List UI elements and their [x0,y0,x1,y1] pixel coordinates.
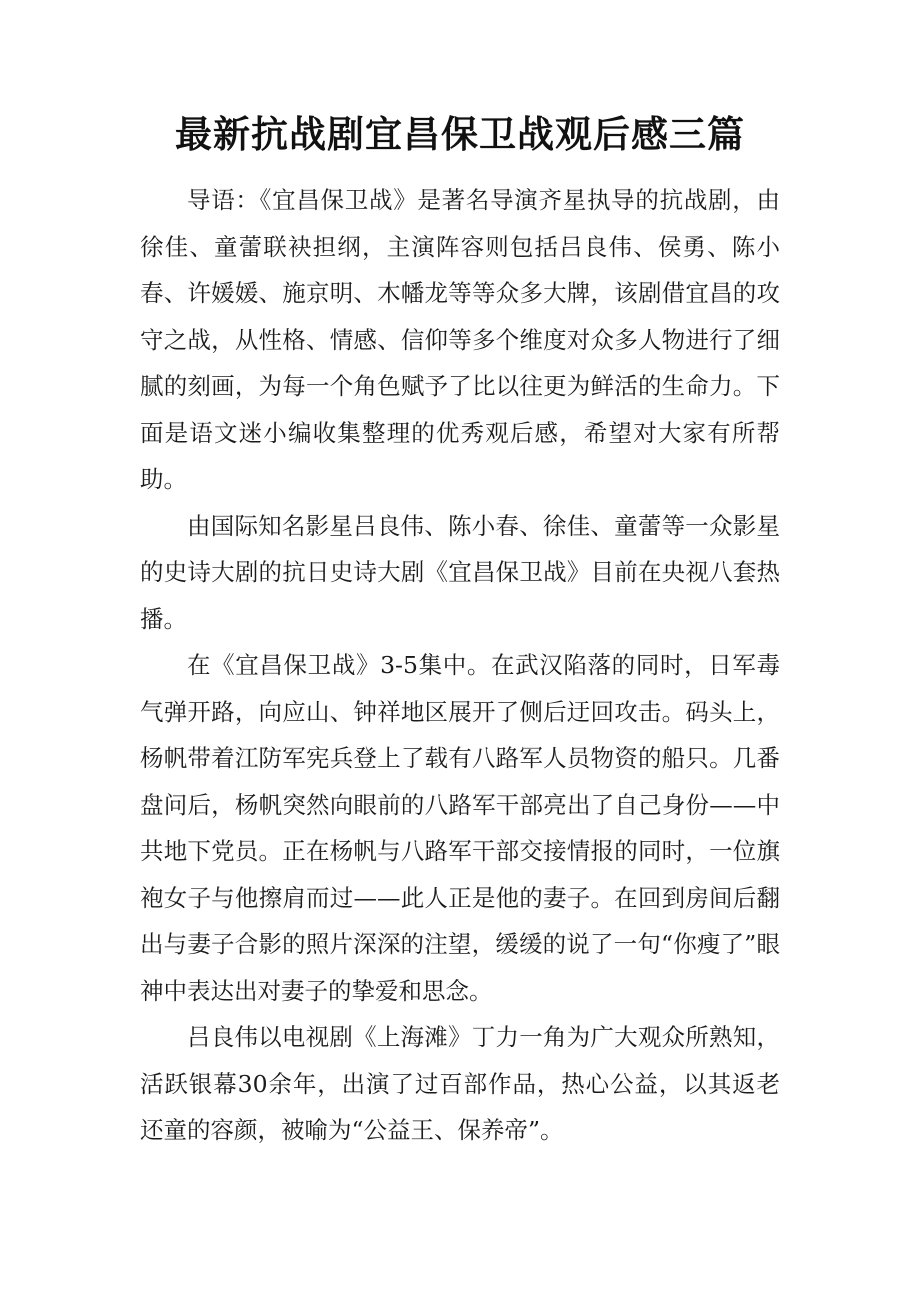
paragraph-actor-profile: 吕良伟以电视剧《上海滩》丁力一角为广大观众所熟知，活跃银幕30余年，出演了过百部作品，热心公益，以其返老还童的容颜，被喻为“公益王、保养帝”。 [140,1023,780,1144]
paragraph-broadcast: 由国际知名影星吕良伟、陈小春、徐佳、童蕾等一众影星的史诗大剧的抗日史诗大剧《宜昌保卫战》目前在央视八套热播。 [140,511,780,633]
document-body [140,177,780,1154]
paragraph-episode-summary: 在《宜昌保卫战》3-5集中。在武汉陷落的同时，日军毒气弹开路，向应山、钟祥地区展开了侧后迂回攻击。码头上，杨帆带着江防军宪兵登上了载有八路军人员物资的船只。几番盘问后，杨帆突然向眼前的八路军干部亮出了自己身份——中共地下党员。正在杨帆与八路军干部交接情报的同时，一位旗袍女子与他擦肩而过——此人正是他的妻子。在回到房间后翻出与妻子合影的照片深深的注望，缓缓的说了一句“你瘦了”眼神中表达出对妻子的挚爱和思念。 [140,651,780,1005]
document-title: 最新抗战剧宜昌保卫战观后感三篇 [175,112,745,156]
paragraph-intro: 导语：《宜昌保卫战》是著名导演齐星执导的抗战剧，由徐佳、童蕾联袂担纲，主演阵容则包括吕良伟、侯勇、陈小春、许媛媛、施京明、木幡龙等等众多大牌，该剧借宜昌的攻守之战，从性格、情感、信仰等多个维度对众多人物进行了细腻的刻画，为每一个角色赋予了比以往更为鲜活的生命力。下面是语文迷小编收集整理的优秀观后感，希望对大家有所帮助。 [140,186,780,493]
